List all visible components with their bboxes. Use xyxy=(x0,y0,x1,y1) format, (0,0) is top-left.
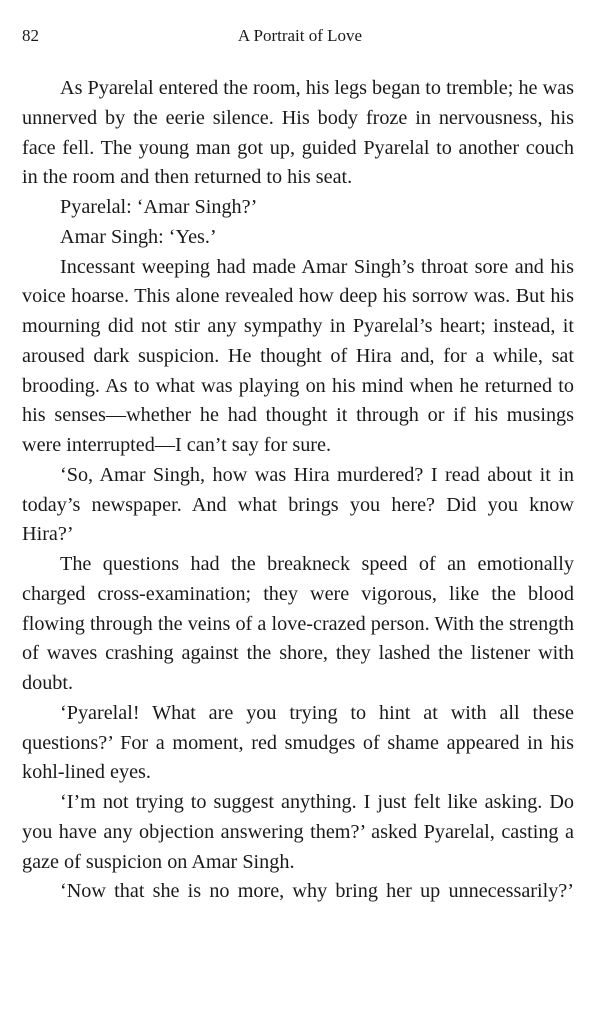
paragraph: ‘So, Amar Singh, how was Hira murdered? I read about it in today’s newspaper. And what brings you here? Did you know Hira?’ xyxy=(22,463,574,546)
page-number: 82 xyxy=(22,26,39,45)
page-header xyxy=(22,26,578,52)
paragraph: Pyarelal: ‘Amar Singh?’ xyxy=(60,196,258,218)
running-head: A Portrait of Love xyxy=(237,26,363,45)
paragraph: The questions had the breakneck speed of an emotionally charged cross-examination; they were vigorous, like the blood flowing through the veins of a love-crazed person. With the strength of waves crashing against the shore, they lashed the listener with doubt. xyxy=(22,553,574,694)
paragraph: Amar Singh: ‘Yes.’ xyxy=(60,225,217,248)
paragraph: Incessant weeping had made Amar Singh’s throat sore and his voice hoarse. This alone revealed how deep his sorrow was. But his mourning did not stir any sympathy in Pyarelal’s heart; instead, it aroused dark suspicion. He thought of Hira and, for a while, sat brooding. As to what was playing on his mind when he returned to his senses—whether he had thought it through or if his musings were interrupted—I can’t say for sure. xyxy=(22,255,574,456)
body-text xyxy=(22,74,574,907)
paragraph: ‘Pyarelal! What are you trying to hint at with all these questions?’ For a moment, red smudges of shame appeared in his kohl-lined eyes. xyxy=(22,701,574,784)
paragraph: ‘Now that she is no more, why bring her up unnecessarily?’ xyxy=(60,880,574,903)
paragraph: ‘I’m not trying to suggest anything. I just felt like asking. Do you have any objection answering them?’ asked Pyarelal, casting a gaze of suspicion on Amar Singh. xyxy=(22,791,574,873)
paragraph: As Pyarelal entered the room, his legs began to tremble; he was unnerved by the eerie silence. His body froze in nervousness, his face fell. The young man got up, guided Pyarelal to another couch in the room and then returned to his seat. xyxy=(22,77,574,189)
